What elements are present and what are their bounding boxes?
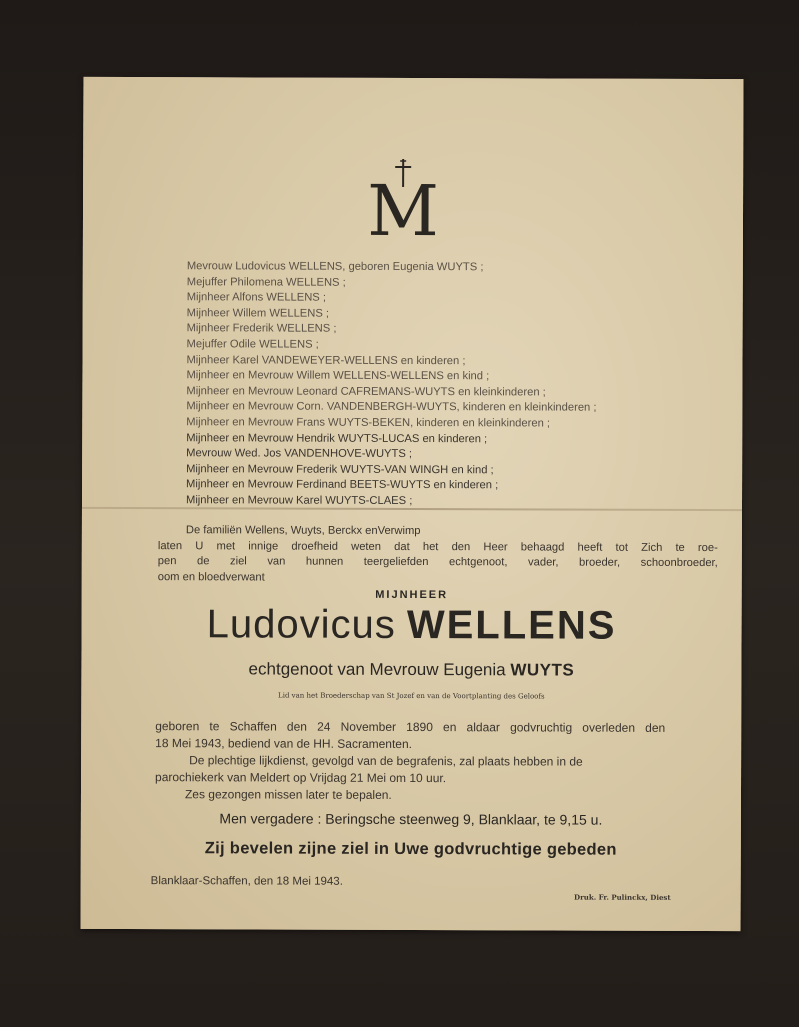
mourner-line: Mijnheer en Mevrouw Corn. VANDENBERGH-WUYTS, kinderen en kleinkinderen ;	[186, 400, 597, 414]
deceased-name	[81, 601, 741, 649]
mourner-line: Mijnheer en Mevrouw Karel WUYTS-CLAES ;	[185, 494, 413, 507]
mourner-line: Mijnheer en Mevrouw Willem WELLENS-WELLENS en kind ;	[186, 369, 490, 383]
deceased-first-name: Ludovicus	[206, 602, 396, 647]
mourner-line: Mijnheer Karel VANDEWEYER-WELLENS en kinderen ;	[186, 353, 466, 367]
place-date: Blanklaar-Schaffen, den 18 Mei 1943.	[150, 875, 343, 888]
memorial-card	[81, 77, 744, 931]
spouse-name: WUYTS	[510, 660, 575, 680]
mourners-list	[186, 259, 727, 510]
prayer-request: Zij bevelen zijne ziel in Uwe godvruchtige gebeden	[204, 839, 617, 859]
bio-line: geboren te Schaffen den 24 November 1890 en aldaar godvruchtig overleden den	[155, 719, 666, 735]
spouse-line	[81, 659, 741, 681]
families-line: De familiën Wellens, Wuyts, Berckx enVerwimp	[185, 524, 421, 538]
monogram-letter: M	[367, 169, 440, 253]
bio-line: Zes gezongen missen later te bepalen.	[184, 787, 392, 802]
mourner-line: Mijnheer en Mevrouw Ferdinand BEETS-WUYTS en kinderen ;	[186, 478, 499, 492]
meeting-point: Men vergadere : Beringsche steenweg 9, Blanklaar, te 9,15 u.	[219, 810, 603, 828]
announcement-line: laten U met innige droefheid weten dat het den Heer behaagd heeft tot Zich te roe-	[157, 539, 718, 554]
mourner-line: Mijnheer en Mevrouw Frederik WUYTS-VAN WINGH en kind ;	[186, 462, 494, 477]
bio-line: 18 Mei 1943, bediend van de HH. Sacramenten.	[155, 736, 413, 752]
announcement-line: pen de ziel van hunnen teergeliefden echtgenoot, vader, broeder, schoonbroeder,	[157, 555, 718, 570]
printer-credit: Druk. Fr. Pulinckx, Diest	[573, 892, 671, 902]
mourner-line: Mijnheer Frederik WELLENS ;	[186, 322, 337, 336]
mourner-line: Mijnheer en Mevrouw Hendrik WUYTS-LUCAS en kinderen ;	[186, 431, 488, 445]
membership-line: Lid van het Broederschap van St Jozef en van de Voortplanting des Geloofs	[278, 691, 545, 701]
mourner-line: Mevrouw Ludovicus WELLENS, geboren Eugenia WUYTS ;	[186, 260, 484, 274]
announcement-text	[158, 523, 718, 587]
deceased-last-name: WELLENS	[406, 602, 617, 648]
mourner-line: Mijnheer en Mevrouw Leonard CAFREMANS-WUYTS en kleinkinderen ;	[186, 384, 546, 399]
mourner-line: Mijnheer Willem WELLENS ;	[186, 306, 330, 320]
mourner-line: Mevrouw Wed. Jos VANDENHOVE-WUYTS ;	[186, 447, 413, 461]
mourner-line: Mijnheer Alfons WELLENS ;	[186, 291, 327, 304]
announcement-line: oom en bloedverwant	[157, 570, 265, 584]
mourner-line: Mijnheer en Mevrouw Frans WUYTS-BEKEN, kinderen en kleinkinderen ;	[186, 416, 551, 430]
spouse-prefix: echtgenoot van Mevrouw Eugenia	[248, 659, 506, 680]
mourner-line: Mejuffer Odile WELLENS ;	[186, 338, 319, 351]
mourner-line: Mejuffer Philomena WELLENS ;	[186, 275, 346, 289]
biography	[155, 718, 665, 805]
bio-line: De plechtige lijkdienst, gevolgd van de begrafenis, zal plaats hebben in de	[189, 753, 583, 769]
marian-monogram	[363, 158, 443, 253]
bio-line: parochiekerk van Meldert op Vrijdag 21 Mei om 10 uur.	[155, 770, 447, 786]
honorific-title: MIJNHEER	[375, 588, 449, 602]
